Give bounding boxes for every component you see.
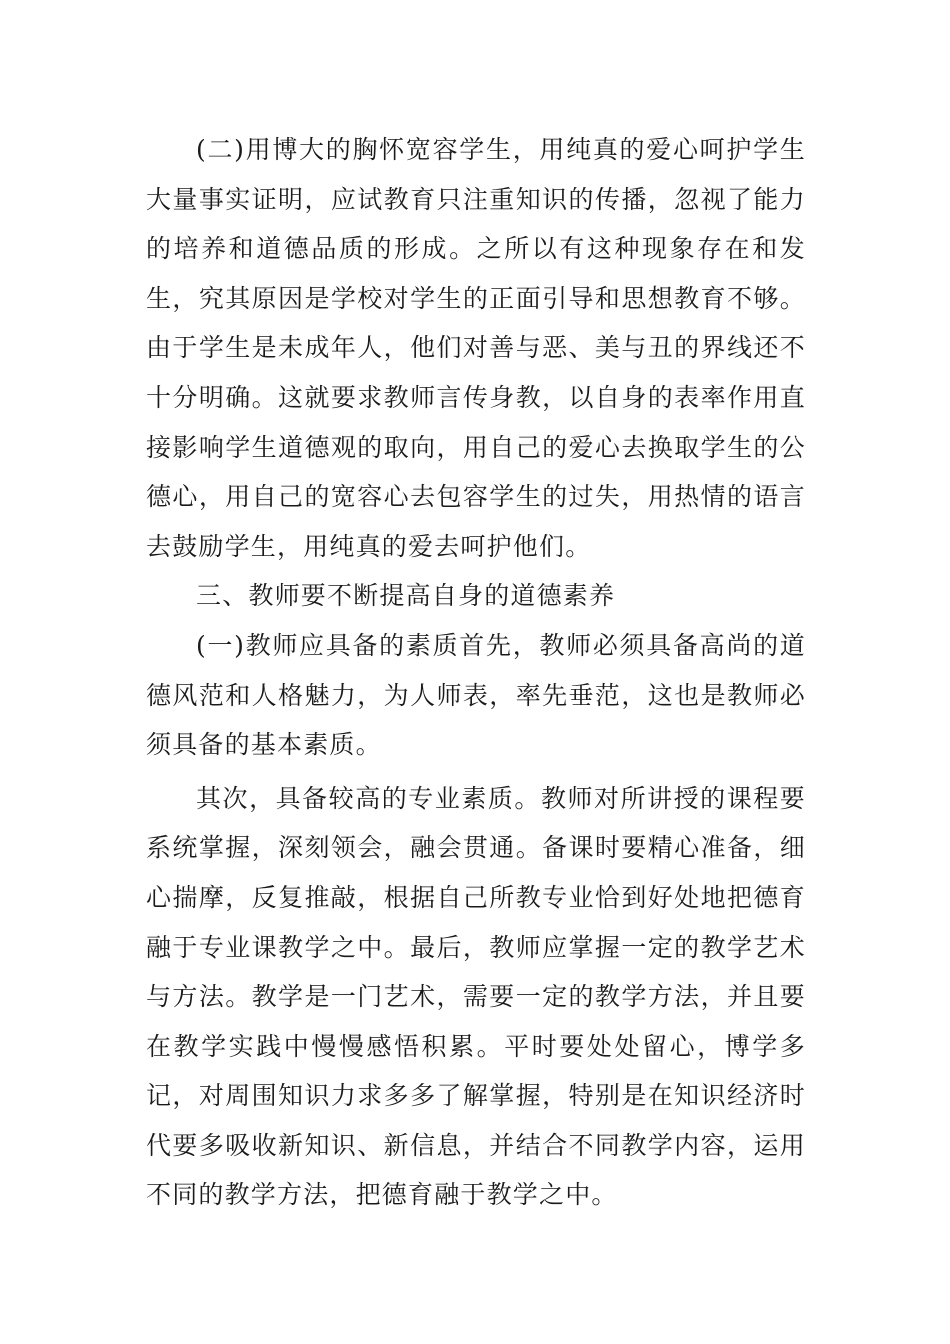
section-heading-moral-cultivation: 三、教师要不断提高自身的道德素养 <box>196 581 616 611</box>
paragraph-tolerance: (二)用博大的胸怀宽容学生，用纯真的爱心呵护学生大量事实证明，应试教育只注重知识的传播，忽视了能力的培养和道德品质的形成。之所以有这种现象存在和发生，究其原因是学校对学生的正面引导和思想教育不够。由于学生是未成年人，他们对善与恶、美与丑的界线还不十分明确。这就要求教师言传身教，以自身的表率作用直接影响学生道德观的取向，用自己的爱心去换取学生的公德心，用自己的宽容心去包容学生的过失，用热情的语言去鼓励学生，用纯真的爱去呵护他们。 <box>146 135 806 561</box>
paragraph-teacher-qualities: (一)教师应具备的素质首先，教师必须具备高尚的道德风范和人格魅力，为人师表，率先垂范，这也是教师必须具备的基本素质。 <box>146 630 806 760</box>
document-page <box>146 125 806 1220</box>
paragraph-professional-quality: 其次，具备较高的专业素质。教师对所讲授的课程要系统掌握，深刻领会，融会贯通。备课时要精心准备，细心揣摩，反复推敲，根据自己所教专业恰到好处地把德育融于专业课教学之中。最后，教师应掌握一定的教学艺术与方法。教学是一门艺术，需要一定的教学方法，并且要在教学实践中慢慢感悟积累。平时要处处留心，博学多记，对周围知识力求多多了解掌握，特别是在知识经济时代要多吸收新知识、新信息，并结合不同教学内容，运用不同的教学方法，把德育融于教学之中。 <box>146 783 806 1210</box>
